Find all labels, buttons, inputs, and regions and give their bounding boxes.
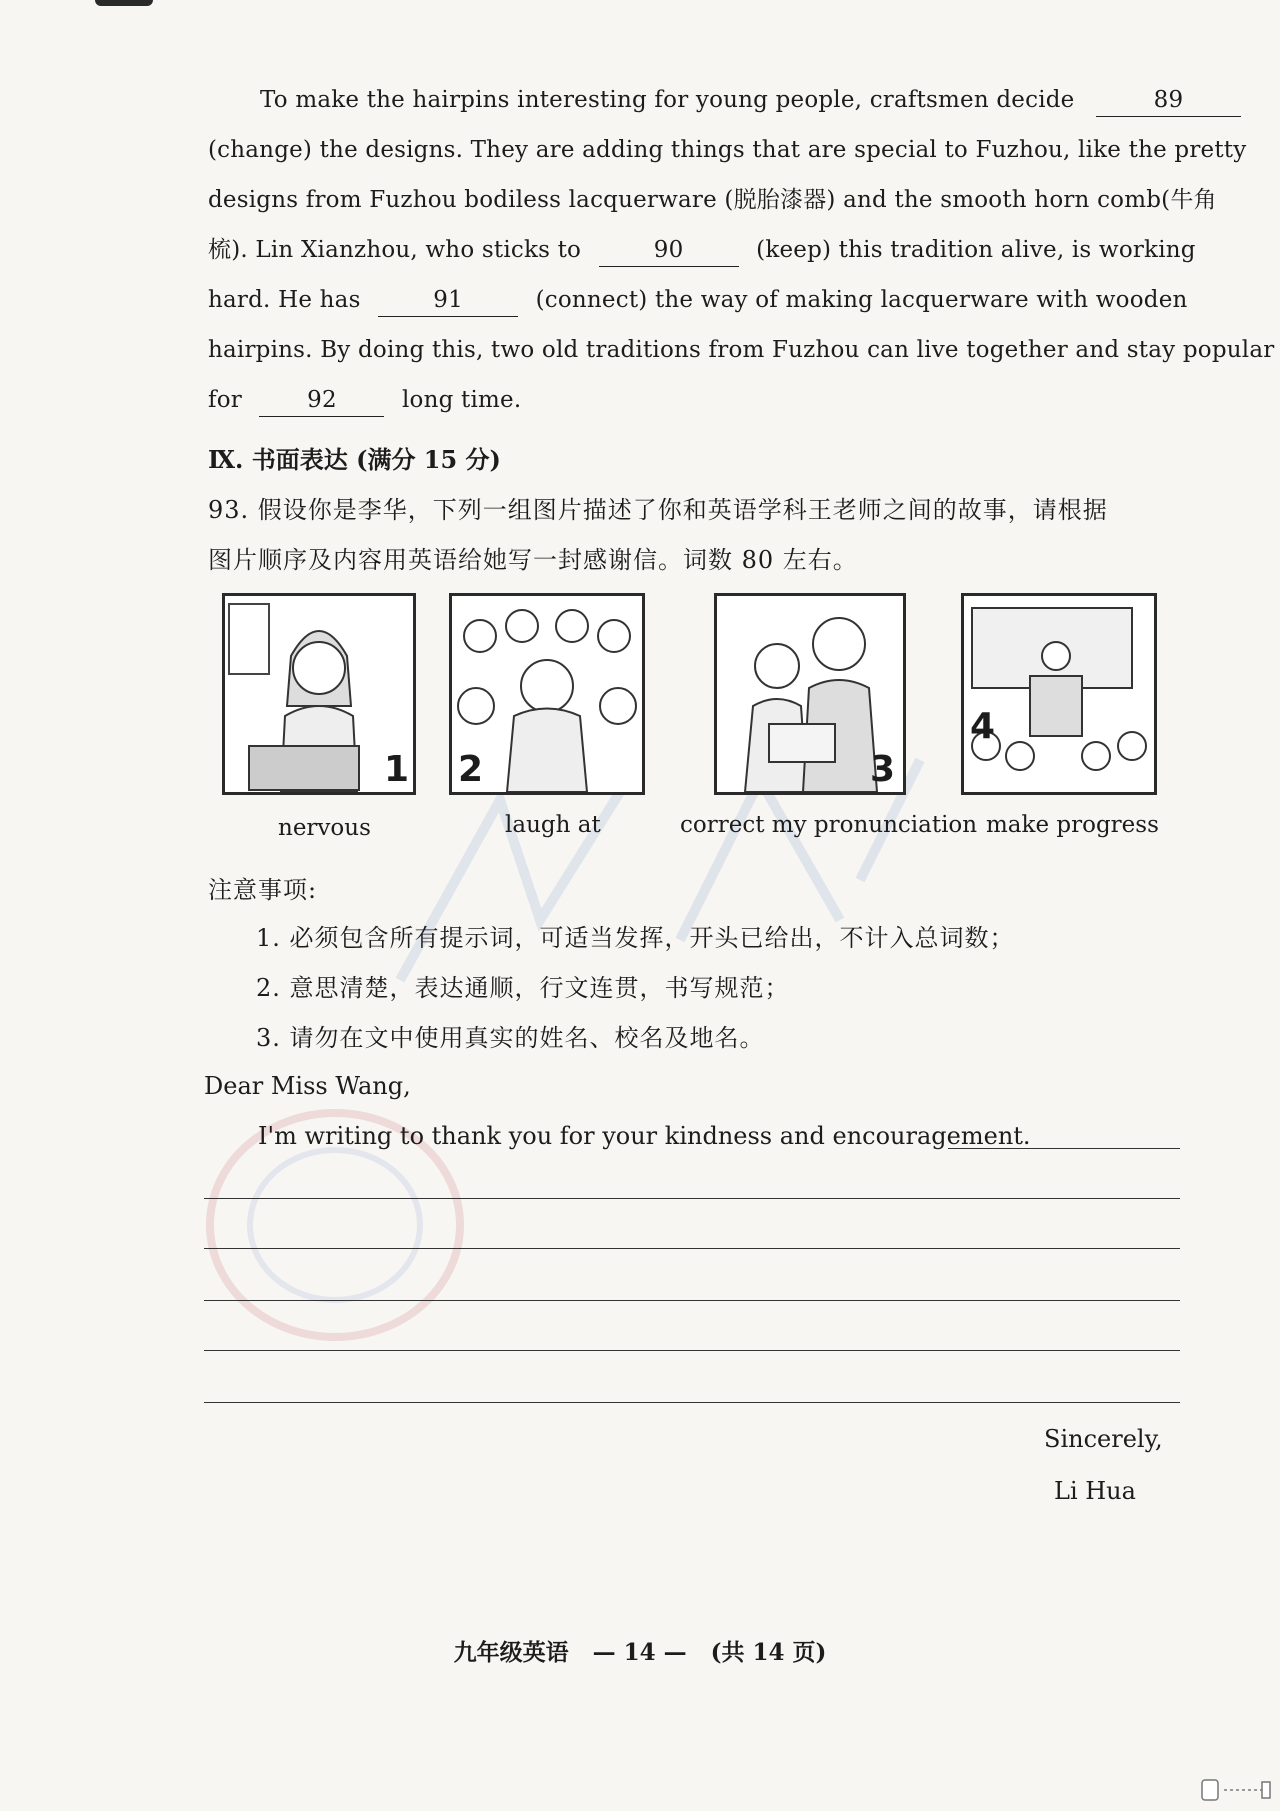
footer-total-pages: (共 14 页)	[710, 1639, 827, 1666]
letter-opening: I'm writing to thank you for your kindness and encouragement.	[258, 1122, 1031, 1150]
writing-line-5[interactable]	[204, 1350, 1180, 1351]
writing-line-3[interactable]	[204, 1248, 1180, 1249]
passage-line-3: designs from Fuzhou bodiless lacquerware (脱胎漆器) and the smooth horn comb(牛角	[208, 187, 1217, 213]
writing-line-1[interactable]	[948, 1148, 1180, 1149]
picture-panel-3	[714, 593, 906, 795]
passage-line-1	[260, 80, 1241, 120]
picture-number-4: 4	[970, 706, 996, 747]
note-item-1: 1. 必须包含所有提示词，可适当发挥，开头已给出，不计入总词数；	[256, 924, 1015, 952]
notes-title: 注意事项:	[208, 876, 318, 904]
blank-89[interactable]: 89	[1096, 84, 1241, 117]
picture-panel-4	[961, 593, 1157, 795]
question-line-2: 图片顺序及内容用英语给她写一封感谢信。词数 80 左右。	[208, 546, 858, 574]
passage-line-6: hairpins. By doing this, two old traditions from Fuzhou can live together and stay popular	[208, 337, 1275, 363]
footer-subject: 九年级英语	[453, 1639, 569, 1666]
letter-signature: Li Hua	[1054, 1477, 1136, 1505]
letter-closing: Sincerely,	[1044, 1425, 1163, 1453]
note-item-2: 2. 意思清楚，表达通顺，行文连贯，书写规范；	[256, 974, 790, 1002]
page-footer	[0, 1634, 1280, 1667]
footer-page-number: — 14 —	[592, 1639, 687, 1666]
caption-4: make progress	[986, 812, 1159, 838]
blank-90[interactable]: 90	[599, 234, 739, 267]
passage-line-7-after: long time.	[402, 387, 522, 413]
passage-line-4-before: 梳). Lin Xianzhou, who sticks to	[208, 237, 582, 263]
writing-line-4[interactable]	[204, 1300, 1180, 1301]
blank-91[interactable]: 91	[378, 284, 518, 317]
caption-1: nervous	[278, 815, 371, 841]
picture-panel-2	[449, 593, 645, 795]
passage-line-4	[208, 230, 1196, 270]
writing-line-6[interactable]	[204, 1402, 1180, 1403]
passage-line-5	[208, 280, 1188, 320]
picture-number-1: 1	[383, 749, 409, 790]
picture-panel-1	[222, 593, 416, 795]
passage-line-2: (change) the designs. They are adding things that are special to Fuzhou, like the pretty	[208, 137, 1247, 163]
letter-salutation: Dear Miss Wang,	[204, 1072, 411, 1100]
passage-line-4-after: (keep) this tradition alive, is working	[756, 237, 1196, 263]
picture-number-3: 3	[869, 749, 895, 790]
page-edge-mark	[95, 0, 153, 6]
scroll-indicator-icon[interactable]	[1200, 1776, 1272, 1804]
blank-92[interactable]: 92	[259, 384, 384, 417]
passage-line-1-text: To make the hairpins interesting for young people, craftsmen decide	[260, 87, 1075, 113]
passage-line-5-after: (connect) the way of making lacquerware with wooden	[535, 287, 1188, 313]
passage-line-5-before: hard. He has	[208, 287, 361, 313]
question-line-1: 93. 假设你是李华，下列一组图片描述了你和英语学科王老师之间的故事，请根据	[208, 496, 1108, 524]
classroom-progress-illustration	[964, 596, 1154, 792]
passage-line-7	[208, 380, 521, 420]
picture-number-2: 2	[458, 749, 484, 790]
caption-2: laugh at	[505, 812, 601, 838]
writing-line-2[interactable]	[204, 1198, 1180, 1199]
section-heading: Ⅸ. 书面表达 (满分 15 分)	[208, 445, 501, 474]
note-item-3: 3. 请勿在文中使用真实的姓名、校名及地名。	[256, 1024, 765, 1052]
caption-3: correct my pronunciation	[680, 812, 978, 838]
passage-line-7-before: for	[208, 387, 242, 413]
